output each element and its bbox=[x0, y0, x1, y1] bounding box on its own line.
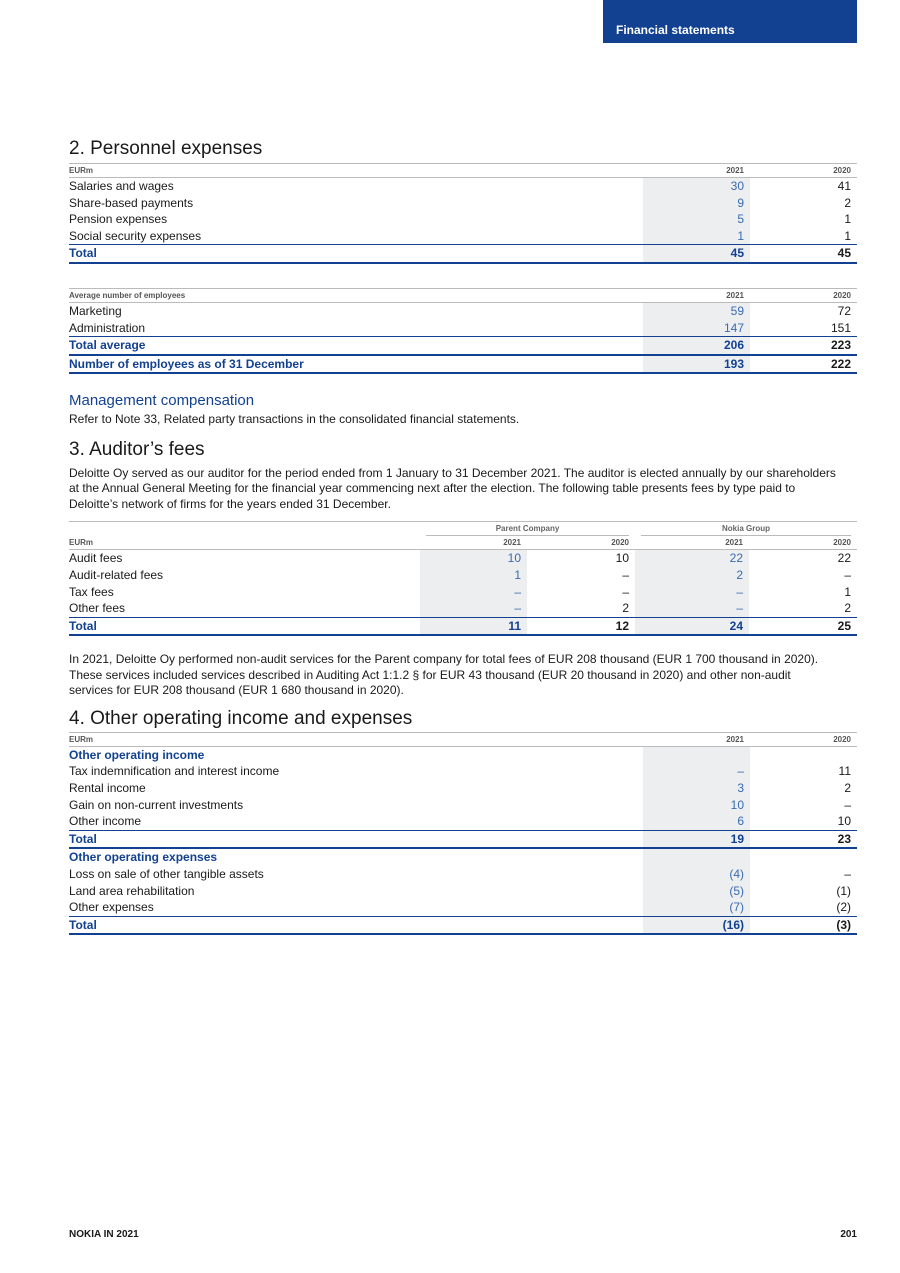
row-label: Other income bbox=[69, 814, 142, 829]
management-compensation-text: Refer to Note 33, Related party transactions in the consolidated financial statements. bbox=[69, 412, 520, 427]
value-2020: 45 bbox=[750, 245, 857, 263]
row-label: Gain on non-current investments bbox=[69, 797, 244, 812]
table-row bbox=[69, 178, 857, 195]
table-row bbox=[69, 550, 857, 567]
value-2020: 1 bbox=[844, 212, 851, 227]
table-row bbox=[69, 899, 857, 916]
row-label: Loss on sale of other tangible assets bbox=[69, 866, 264, 881]
row-label: Administration bbox=[69, 320, 146, 335]
value-group-2020: 2 bbox=[844, 601, 851, 616]
value-group-2021: 22 bbox=[635, 550, 749, 567]
value-group-2020: 22 bbox=[837, 551, 851, 566]
value-2020: 11 bbox=[838, 764, 851, 779]
value-2020: 2 bbox=[844, 195, 851, 210]
section-tab bbox=[603, 0, 857, 43]
paragraph-line: at the Annual General Meeting for the financial year commencing next after the election. The following table presents fees by type paid to bbox=[69, 481, 796, 496]
value-2021: 9 bbox=[643, 195, 750, 212]
row-label: Audit fees bbox=[69, 551, 123, 566]
subsection-row bbox=[69, 746, 857, 763]
table-row bbox=[69, 195, 857, 212]
row-label: Land area rehabilitation bbox=[69, 883, 195, 898]
table-header: 2021 bbox=[643, 288, 750, 302]
table-header: 2020 bbox=[750, 164, 857, 178]
value-parent-2020: – bbox=[622, 567, 629, 582]
value-2021: 59 bbox=[643, 302, 750, 319]
total-row bbox=[69, 830, 857, 848]
value-2020: 41 bbox=[837, 179, 851, 193]
value-group-2020: 1 bbox=[844, 584, 851, 599]
table-row bbox=[69, 883, 857, 900]
paragraph-line: In 2021, Deloitte Oy performed non-audit services for the Parent company for total fees of EUR 208 thousand (EUR 1 700 thousand in 2020). bbox=[69, 652, 819, 667]
other-operating-table bbox=[69, 732, 857, 936]
row-label: Total bbox=[69, 245, 643, 263]
value-2021: 19 bbox=[643, 830, 750, 848]
row-label: Share-based payments bbox=[69, 195, 194, 210]
value-group-2020: – bbox=[844, 567, 851, 582]
personnel-expenses-table bbox=[69, 163, 857, 264]
table-row bbox=[69, 302, 857, 319]
non-audit-note bbox=[69, 652, 857, 699]
value-2021: (4) bbox=[643, 866, 750, 883]
paragraph-line: Deloitte’s network of firms for the years ended 31 December. bbox=[69, 496, 391, 511]
row-label: Marketing bbox=[69, 303, 122, 318]
value-parent-2021: – bbox=[420, 584, 527, 601]
row-label: Total bbox=[69, 617, 420, 635]
total-row bbox=[69, 617, 857, 635]
value-2020: – bbox=[844, 797, 851, 812]
value-group-2021: 2 bbox=[635, 567, 749, 584]
employees-table bbox=[69, 288, 857, 374]
table-row bbox=[69, 320, 857, 337]
row-label: Salaries and wages bbox=[69, 179, 174, 193]
subsection-row bbox=[69, 848, 857, 866]
value-2020: 2 bbox=[844, 781, 851, 795]
value-parent-2020: 10 bbox=[615, 551, 629, 566]
value-2021: (16) bbox=[643, 916, 750, 934]
row-label: Audit-related fees bbox=[69, 567, 164, 582]
page-content bbox=[69, 138, 857, 935]
table-header: 2020 bbox=[611, 538, 629, 548]
paragraph-line: Deloitte Oy served as our auditor for the period ended from 1 January to 31 December 2021. The auditor is elected annually by our shareholders bbox=[69, 465, 836, 480]
table-row bbox=[69, 813, 857, 830]
value-parent-2021: 10 bbox=[420, 550, 527, 567]
row-label: Total bbox=[69, 830, 643, 848]
value-2020: 223 bbox=[750, 337, 857, 355]
value-group-2021: – bbox=[635, 600, 749, 617]
value-parent-2021: – bbox=[420, 600, 527, 617]
value-2021: 3 bbox=[643, 780, 750, 797]
row-label: Tax fees bbox=[69, 584, 114, 599]
value-2021: 206 bbox=[643, 337, 750, 355]
value-2021: 6 bbox=[643, 813, 750, 830]
row-label: Total bbox=[69, 916, 643, 934]
auditor-fees-table bbox=[69, 521, 857, 636]
table-row bbox=[69, 763, 857, 780]
table-header: 2020 bbox=[750, 732, 857, 746]
paragraph-line: services for EUR 208 thousand (EUR 1 680 thousand in 2020). bbox=[69, 683, 404, 698]
table-header: 2020 bbox=[833, 538, 851, 548]
table-header: EURm bbox=[69, 164, 643, 178]
value-parent-2021: 11 bbox=[420, 617, 527, 635]
table-row bbox=[69, 211, 857, 228]
value-2021: (5) bbox=[643, 883, 750, 900]
paragraph-line: These services included services described in Auditing Act 1:1.2 § for EUR 43 thousand (EUR 20 thousand in 2020) and other non-audit bbox=[69, 667, 791, 682]
value-2020: (2) bbox=[836, 900, 851, 915]
total-row bbox=[69, 245, 857, 263]
value-2020: 222 bbox=[750, 355, 857, 374]
row-label: Number of employees as of 31 December bbox=[69, 355, 643, 374]
value-2021: – bbox=[643, 763, 750, 780]
value-parent-2020: – bbox=[622, 584, 629, 599]
management-compensation-title: Management compensation bbox=[69, 392, 255, 410]
value-group-2020: 25 bbox=[749, 617, 857, 635]
table-header: EURm bbox=[69, 538, 94, 548]
footer-page-number: 201 bbox=[840, 1229, 857, 1240]
section-3-title: 3. Auditor’s fees bbox=[69, 438, 205, 460]
row-label: Pension expenses bbox=[69, 212, 168, 227]
table-row bbox=[69, 567, 857, 584]
row-label: Social security expenses bbox=[69, 228, 202, 243]
auditor-intro bbox=[69, 466, 857, 513]
value-2020: 10 bbox=[837, 814, 851, 829]
value-group-2021: – bbox=[635, 584, 749, 601]
table-header: 2021 bbox=[643, 164, 750, 178]
total-row bbox=[69, 916, 857, 934]
subsection-title: Other operating income bbox=[69, 747, 205, 762]
row-label: Other expenses bbox=[69, 900, 154, 915]
table-header: EURm bbox=[69, 732, 643, 746]
table-row bbox=[69, 797, 857, 814]
value-group-2021: 24 bbox=[635, 617, 749, 635]
section-2-title: 2. Personnel expenses bbox=[69, 138, 263, 159]
group-header-parent: Parent Company bbox=[420, 522, 635, 537]
table-header: 2021 bbox=[725, 538, 743, 548]
table-header: 2021 bbox=[503, 538, 521, 548]
table-row bbox=[69, 866, 857, 883]
row-label: Other fees bbox=[69, 601, 126, 616]
value-2020: 151 bbox=[830, 320, 851, 335]
table-row bbox=[69, 780, 857, 797]
value-2021: (7) bbox=[643, 899, 750, 916]
value-2020: (3) bbox=[750, 916, 857, 934]
table-row bbox=[69, 600, 857, 617]
value-2021: 10 bbox=[643, 797, 750, 814]
row-label: Total average bbox=[69, 337, 643, 355]
subsection-title: Other operating expenses bbox=[69, 850, 218, 865]
group-header-group: Nokia Group bbox=[635, 522, 857, 537]
value-2021: 193 bbox=[643, 355, 750, 374]
total-row bbox=[69, 355, 857, 374]
table-header: 2020 bbox=[750, 288, 857, 302]
table-header: Average number of employees bbox=[69, 288, 643, 302]
value-2020: 1 bbox=[844, 228, 851, 243]
value-2021: 45 bbox=[643, 245, 750, 263]
value-2021: 5 bbox=[643, 211, 750, 228]
footer-report-name: NOKIA IN 2021 bbox=[69, 1229, 139, 1240]
row-label: Rental income bbox=[69, 781, 146, 795]
value-2020: 23 bbox=[750, 830, 857, 848]
total-row bbox=[69, 337, 857, 355]
table-header: 2021 bbox=[643, 732, 750, 746]
value-parent-2021: 1 bbox=[420, 567, 527, 584]
section-tab-label: Financial statements bbox=[616, 23, 735, 37]
row-label: Tax indemnification and interest income bbox=[69, 764, 280, 779]
table-row bbox=[69, 228, 857, 245]
value-2020: – bbox=[844, 866, 851, 881]
value-2020: (1) bbox=[836, 883, 851, 898]
value-2020: 72 bbox=[837, 303, 851, 318]
value-parent-2020: 12 bbox=[527, 617, 635, 635]
value-2021: 147 bbox=[643, 320, 750, 337]
section-4-title: 4. Other operating income and expenses bbox=[69, 707, 413, 729]
value-2021: 1 bbox=[643, 228, 750, 245]
value-2021: 30 bbox=[643, 178, 750, 195]
table-row bbox=[69, 584, 857, 601]
value-parent-2020: 2 bbox=[622, 601, 629, 616]
